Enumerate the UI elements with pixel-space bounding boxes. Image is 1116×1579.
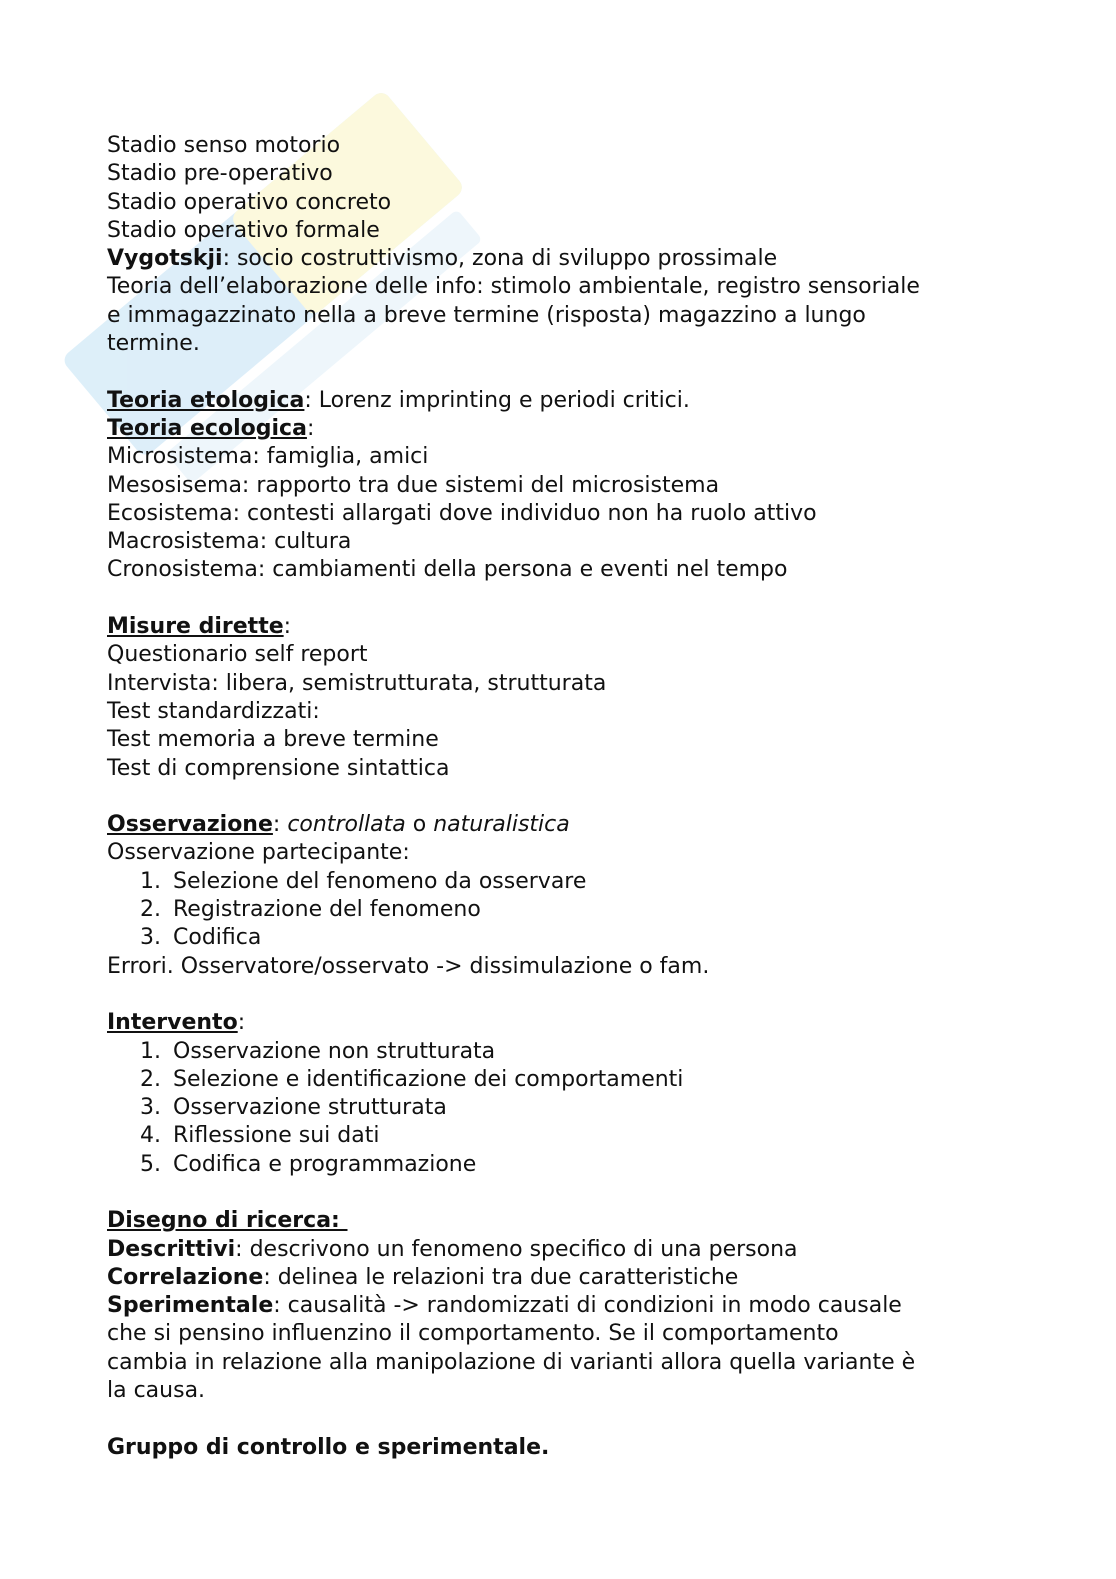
blank-line: [107, 358, 1027, 386]
numbered-item: [107, 1066, 1027, 1094]
document-page: [107, 132, 1027, 1462]
heading-term: Osservazione: [107, 812, 273, 838]
text-line: Stadio operativo formale: [107, 217, 380, 243]
text-line: la causa.: [107, 1378, 206, 1404]
text-line: che si pensino influenzino il comportamento. Se il comportamento: [107, 1321, 839, 1347]
section-heading: [107, 415, 1027, 443]
numbered-item: [107, 1122, 1027, 1150]
definition: : Lorenz imprinting e periodi critici.: [304, 387, 690, 413]
colon: :: [237, 1010, 246, 1036]
definition: : causalità -> randomizzati di condizioni in modo causale: [273, 1293, 902, 1319]
item-text: Osservazione strutturata: [173, 1095, 447, 1121]
heading-term: Misure dirette: [107, 614, 284, 640]
blank-line: [107, 981, 1027, 1009]
definition: : delinea le relazioni tra due caratteristiche: [263, 1264, 739, 1290]
list-item: Intervista: libera, semistrutturata, strutturata: [107, 670, 607, 696]
separator: :: [272, 812, 288, 838]
item-text: Codifica e programmazione: [173, 1151, 477, 1177]
item-number: 4.: [140, 1123, 161, 1149]
conjunction: o: [405, 812, 434, 838]
text-line: cambia in relazione alla manipolazione di varianti allora quella variante è: [107, 1349, 916, 1375]
section-heading: [107, 387, 1027, 415]
list-item: Test di comprensione sintattica: [107, 755, 450, 781]
item-text: Selezione del fenomeno da osservare: [173, 868, 587, 894]
item-number: 1.: [140, 1038, 161, 1064]
numbered-item: [107, 924, 1027, 952]
heading-term: Teoria ecologica: [107, 415, 307, 441]
item-text: Riflessione sui dati: [173, 1123, 380, 1149]
numbered-item: [107, 1151, 1027, 1179]
numbered-item: [107, 868, 1027, 896]
list-item: Macrosistema: cultura: [107, 529, 352, 555]
definition: : socio costruttivismo, zona di sviluppo prossimale: [222, 246, 778, 272]
list-item: Test memoria a breve termine: [107, 727, 439, 753]
option: controllata: [287, 812, 406, 838]
numbered-item: [107, 1094, 1027, 1122]
item-text: Selezione e identificazione dei comportamenti: [173, 1066, 684, 1092]
term: Correlazione: [107, 1264, 264, 1290]
term: Descrittivi: [107, 1236, 236, 1262]
item-number: 5.: [140, 1151, 161, 1177]
text-line: Osservazione partecipante:: [107, 840, 410, 866]
section-heading: [107, 1009, 1027, 1037]
section-heading: [107, 613, 1027, 641]
blank-line: [107, 1179, 1027, 1207]
term: Vygotskji: [107, 246, 223, 272]
item-text: Codifica: [173, 925, 262, 951]
option: naturalistica: [433, 812, 570, 838]
numbered-item: [107, 1038, 1027, 1066]
section-heading: [107, 811, 1027, 839]
text-line: Teoria dell’elaborazione delle info: stimolo ambientale, registro sensoriale: [107, 274, 920, 300]
list-item: Cronosistema: cambiamenti della persona e eventi nel tempo: [107, 557, 788, 583]
blank-line: [107, 1405, 1027, 1433]
heading-term: Disegno di ricerca:: [107, 1208, 348, 1234]
section-heading: [107, 1207, 1027, 1235]
term: Sperimentale: [107, 1293, 274, 1319]
text-line: Stadio operativo concreto: [107, 189, 392, 215]
text-line: Errori. Osservatore/osservato -> dissimulazione o fam.: [107, 953, 710, 979]
closing-heading: Gruppo di controllo e sperimentale.: [107, 1434, 550, 1460]
list-item: Test standardizzati:: [107, 698, 320, 724]
blank-line: [107, 585, 1027, 613]
item-number: 2.: [140, 897, 161, 923]
item-text: Registrazione del fenomeno: [173, 897, 481, 923]
text-line: e immagazzinato nella a breve termine (risposta) magazzino a lungo: [107, 302, 866, 328]
item-text: Osservazione non strutturata: [173, 1038, 496, 1064]
colon: :: [306, 415, 315, 441]
item-number: 3.: [140, 1095, 161, 1121]
list-item: Ecosistema: contesti allargati dove individuo non ha ruolo attivo: [107, 500, 817, 526]
text-line: [107, 1292, 1027, 1320]
item-number: 2.: [140, 1066, 161, 1092]
blank-line: [107, 783, 1027, 811]
text-line: Stadio senso motorio: [107, 133, 341, 158]
list-item: Mesosisema: rapporto tra due sistemi del microsistema: [107, 472, 720, 498]
colon: :: [283, 614, 292, 640]
heading-term: Intervento: [107, 1010, 238, 1036]
text-line: [107, 1236, 1027, 1264]
text-line: [107, 1264, 1027, 1292]
text-line: Stadio pre-operativo: [107, 161, 333, 187]
definition: : descrivono un fenomeno specifico di una persona: [235, 1236, 798, 1262]
list-item: Questionario self report: [107, 642, 368, 668]
item-number: 1.: [140, 868, 161, 894]
heading-term: Teoria etologica: [107, 387, 305, 413]
list-item: Microsistema: famiglia, amici: [107, 444, 429, 470]
text-line: [107, 245, 1027, 273]
numbered-item: [107, 896, 1027, 924]
item-number: 3.: [140, 925, 161, 951]
text-line: termine.: [107, 331, 200, 357]
